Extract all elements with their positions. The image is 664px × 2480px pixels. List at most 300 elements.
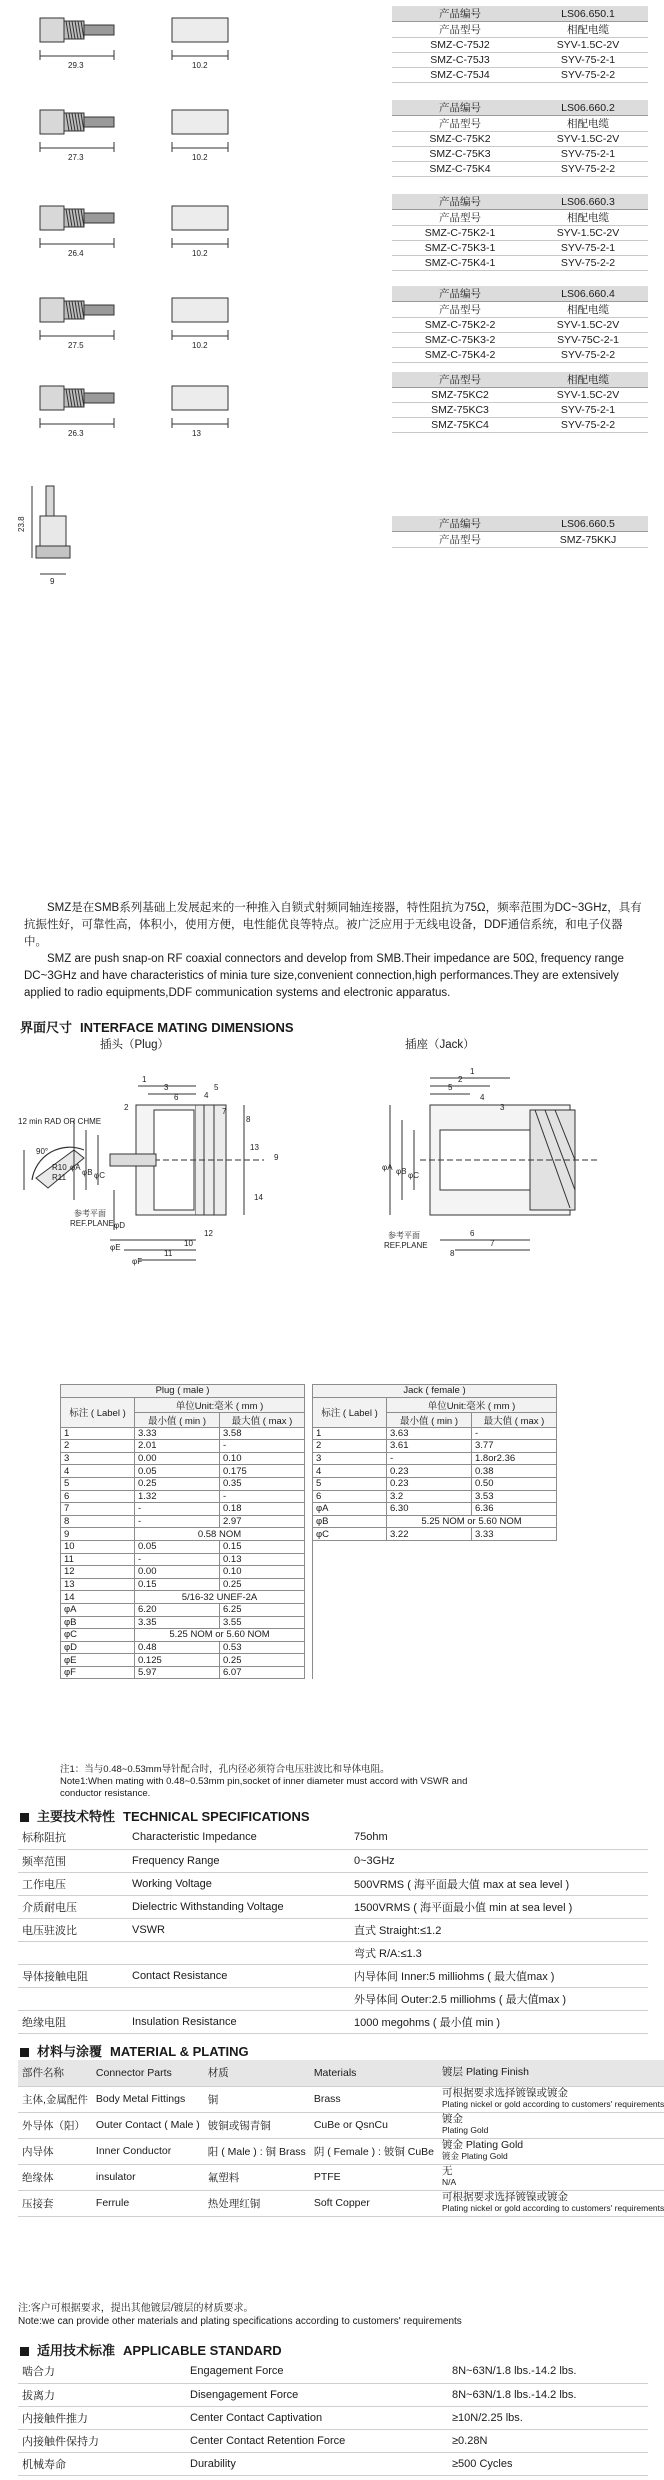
material-head: Materials: [310, 2060, 438, 2086]
label-head: 标注 ( Label ): [61, 1397, 135, 1427]
interface-dimension-table: [60, 1384, 557, 1679]
dims-max: 0.10: [220, 1452, 305, 1465]
product-model: SMZ-C-75K4: [392, 162, 528, 177]
spec-cell: ≥0.28N: [448, 2429, 648, 2452]
ferrule-drawing: [172, 110, 228, 134]
material-note-cn: 注:客户可根据要求，提出其他镀层/镀层的材质要求。: [18, 2303, 254, 2314]
plug-dimension-callout: 12: [204, 1229, 213, 1238]
matching-cable: LS06.660.2: [528, 100, 648, 116]
dims-label: 3: [313, 1452, 387, 1465]
dims-spacer: [305, 1654, 313, 1667]
spec-cell: 机械寿命: [18, 2452, 186, 2475]
product-model: 产品编号: [392, 286, 528, 302]
jack-drawing-note: 参考平面: [388, 1231, 420, 1240]
dims-spacer: [305, 1465, 313, 1478]
spec-cell: [128, 1941, 350, 1964]
connector-head: [40, 386, 64, 410]
dims-max: 6.07: [220, 1666, 305, 1679]
interface-heading: [20, 1017, 294, 1036]
dims-spacer: [305, 1578, 313, 1591]
product-spec-table: [392, 286, 648, 363]
plug-dimension-callout: φD: [114, 1221, 125, 1230]
plating: [438, 2138, 664, 2164]
dims-min: 0.125: [135, 1654, 220, 1667]
spec-row: [18, 1895, 648, 1918]
part-cn: 主体,金属配件: [18, 2086, 92, 2112]
plug-drawing-note: 12 min RAD OR CHME: [18, 1117, 102, 1126]
product-model: SMZ-C-75K3-2: [392, 333, 528, 348]
material-row: [18, 2190, 664, 2216]
matching-cable: SYV-75-2-2: [528, 68, 648, 83]
product-spec-table: [392, 6, 648, 83]
dims-label: φB: [313, 1515, 387, 1528]
material-row: [18, 2138, 664, 2164]
dims-empty: [313, 1629, 557, 1642]
connector-head: [40, 18, 64, 42]
width-dimension: 9: [50, 577, 55, 586]
matching-cable: 相配电缆: [528, 372, 648, 388]
spec-row: [18, 1872, 648, 1895]
dims-label: 12: [61, 1566, 135, 1579]
plug-dimension-callout: 14: [254, 1193, 263, 1202]
connector-head: [40, 110, 64, 134]
ferrule-drawing: [172, 298, 228, 322]
dims-spacer: [305, 1515, 313, 1528]
spec-row: [18, 2010, 648, 2033]
plug-dimension-callout: 6: [174, 1093, 179, 1102]
dims-spacer: [305, 1427, 313, 1440]
dims-row: [61, 1452, 557, 1465]
plating-en: Plating nickel or gold according to customers' requirements: [442, 2203, 664, 2213]
product-model: SMZ-C-75J3: [392, 53, 528, 68]
product-model: SMZ-C-75J2: [392, 38, 528, 53]
product-model: SMZ-75KC3: [392, 403, 528, 418]
dims-row: [61, 1566, 557, 1579]
dims-row: [61, 1591, 557, 1604]
dims-spacer: [305, 1616, 313, 1629]
ferrule-dimension: 10.2: [192, 153, 208, 162]
jack-body-drawing: [40, 516, 66, 546]
matching-cable: SYV-75-2-2: [528, 256, 648, 271]
min-head: 最小值 ( min ): [387, 1412, 472, 1427]
jack-dimension-callout: 6: [470, 1229, 475, 1238]
dims-row: [61, 1616, 557, 1629]
matching-cable: SYV-1.5C-2V: [528, 388, 648, 403]
spec-cell: Center Contact Captivation: [186, 2406, 448, 2429]
spec-row: [18, 1826, 648, 1849]
dims-label: φA: [61, 1603, 135, 1616]
dims-spacer: [305, 1412, 313, 1427]
tech-title-en: TECHNICAL SPECIFICATIONS: [123, 1809, 310, 1824]
dims-label: 4: [61, 1465, 135, 1478]
jack-dimension-callout: φC: [408, 1171, 419, 1180]
dims-min: 3.35: [135, 1616, 220, 1629]
product-spec-row: [392, 372, 648, 388]
dims-spacer: [305, 1603, 313, 1616]
flange-drawing: [36, 546, 70, 558]
spec-cell: ≥10N/2.25 lbs.: [448, 2406, 648, 2429]
spec-cell: Center Contact Retention Force: [186, 2429, 448, 2452]
product-model: SMZ-C-75J4: [392, 68, 528, 83]
dims-min: 5.97: [135, 1666, 220, 1679]
dims-row: [61, 1654, 557, 1667]
dims-max: 3.53: [472, 1490, 557, 1503]
matching-cable: 相配电缆: [528, 210, 648, 226]
product-spec-row: [392, 516, 648, 532]
dims-spacer: [305, 1477, 313, 1490]
spec-row: [18, 1987, 648, 2010]
plug-drawing-note: R10: [52, 1163, 67, 1172]
spec-cell: 电压驻波比: [18, 1918, 128, 1941]
dims-spacer: [305, 1503, 313, 1516]
spec-cell: Contact Resistance: [128, 1964, 350, 1987]
spec-cell: 标称阻抗: [18, 1826, 128, 1849]
plating-cn: 可根据要求选择镀镍或镀金: [442, 2191, 569, 2203]
plating-cn: 镀金 Plating Gold: [442, 2139, 524, 2151]
dims-min: 0.23: [387, 1477, 472, 1490]
product-spec-row: [392, 132, 648, 147]
plating-cn: 镀金: [442, 2113, 464, 2125]
cable-stub: [84, 305, 114, 315]
connector-drawing: [12, 368, 372, 488]
product-spec-row: [392, 403, 648, 418]
dims-min: 0.05: [135, 1540, 220, 1553]
jack-dimension-callout: 2: [458, 1075, 463, 1084]
dims-min: -: [135, 1553, 220, 1566]
product-spec-row: [392, 388, 648, 403]
dims-label: 9: [61, 1528, 135, 1541]
dims-row: [61, 1427, 557, 1440]
dims-note-en-1: Note1:When mating with 0.48~0.53mm pin,socket of inner diameter must accord with VSWR and: [60, 1776, 468, 1787]
product-spec-row: [392, 68, 648, 83]
part-cn: 内导体: [18, 2138, 92, 2164]
plug-dimension-callout: 1: [142, 1075, 147, 1084]
product-model: 产品型号: [392, 302, 528, 318]
connector-head: [40, 298, 64, 322]
dims-spacer: [305, 1591, 313, 1604]
jack-dimension-callout: φA: [382, 1163, 393, 1172]
dims-label: 13: [61, 1578, 135, 1591]
ferrule-dimension: 10.2: [192, 61, 208, 70]
dims-label: 3: [61, 1452, 135, 1465]
material-en: CuBe or QsnCu: [310, 2112, 438, 2138]
material-head: [438, 2060, 664, 2086]
standard-heading: [20, 2340, 282, 2359]
dims-empty: [313, 1540, 557, 1553]
material-head: Connector Parts: [92, 2060, 204, 2086]
material-head: 材质: [204, 2060, 310, 2086]
spec-cell: 介质耐电压: [18, 1895, 128, 1918]
tech-title-cn: 主要技术特性: [37, 1809, 116, 1824]
plating-head-en: Plating Finish: [465, 2066, 529, 2079]
spec-cell: 导体接触电阻: [18, 1964, 128, 1987]
plug-dimension-callout: 9: [274, 1153, 279, 1162]
spec-cell: Engagement Force: [186, 2360, 448, 2383]
material-title-cn: 材料与涂覆: [37, 2044, 103, 2059]
jack-dimension-callout: 1: [470, 1067, 475, 1076]
product-spec-row: [392, 210, 648, 226]
product-model: SMZ-C-75K3-1: [392, 241, 528, 256]
dims-label: 7: [61, 1503, 135, 1516]
spec-cell: [18, 1941, 128, 1964]
dims-spacer: [305, 1452, 313, 1465]
product-spec-row: [392, 100, 648, 116]
matching-cable: SYV-75-2-2: [528, 162, 648, 177]
spec-cell: Durability: [186, 2452, 448, 2475]
plating-head-cn: 镀层: [442, 2066, 464, 2079]
plug-label: 插头（Plug）: [100, 1039, 170, 1051]
dims-row: [61, 1578, 557, 1591]
jack-dimension-callout: 7: [490, 1239, 495, 1248]
dims-label: 14: [61, 1591, 135, 1604]
spec-cell: 工作电压: [18, 1872, 128, 1895]
plating-en: N/A: [442, 2177, 457, 2187]
ferrule-drawing: [172, 386, 228, 410]
spec-cell: 啮合力: [18, 2360, 186, 2383]
dims-row: [61, 1629, 557, 1642]
dims-empty: [313, 1603, 557, 1616]
dims-max: 3.58: [220, 1427, 305, 1440]
product-spec-row: [392, 256, 648, 271]
cable-stub: [84, 393, 114, 403]
matching-cable: SMZ-75KKJ: [528, 532, 648, 548]
product-spec-row: [392, 348, 648, 363]
dims-value: 5/16-32 UNEF-2A: [135, 1591, 305, 1604]
product-model: 产品型号: [392, 372, 528, 388]
plating: [438, 2164, 664, 2190]
matching-cable: SYV-75C-2-1: [528, 333, 648, 348]
dims-min: 0.25: [135, 1477, 220, 1490]
dims-row: [61, 1515, 557, 1528]
dims-empty: [313, 1616, 557, 1629]
dims-empty: [313, 1666, 557, 1679]
product-spec-row: [392, 53, 648, 68]
jack-dimension-callout: φB: [396, 1167, 407, 1176]
spec-row: [18, 2452, 648, 2475]
part-en: insulator: [92, 2164, 204, 2190]
dims-max: -: [220, 1490, 305, 1503]
dims-row: [61, 1553, 557, 1566]
dims-min: 6.30: [387, 1503, 472, 1516]
product-model: SMZ-C-75K2-2: [392, 318, 528, 333]
plug-dimension-callout: 10: [184, 1239, 193, 1248]
dims-empty: [313, 1578, 557, 1591]
part-en: Body Metal Fittings: [92, 2086, 204, 2112]
ferrule-dimension: 13: [192, 429, 201, 438]
spec-cell: 75ohm: [350, 1826, 648, 1849]
dims-min: 2.01: [135, 1440, 220, 1453]
material-cn: 热处理红铜: [204, 2190, 310, 2216]
dims-max: 0.15: [220, 1540, 305, 1553]
spec-cell: Frequency Range: [128, 1849, 350, 1872]
jack-dimension-callout: 4: [480, 1093, 485, 1102]
plug-drawing-note: R11: [52, 1173, 67, 1182]
dims-row: [61, 1490, 557, 1503]
intro-en: SMZ are push snap-on RF coaxial connectors and develop from SMB.Their impedance are 50Ω, frequency range DC~3GHz and have characteristics of minia ture size,convenient connection,high performances.They are extensively applied to radio equipments,DDF communication systems and electronic apparatus.: [24, 953, 624, 999]
plug-dimension-callout: 2: [124, 1103, 129, 1112]
dims-min: 0.15: [135, 1578, 220, 1591]
plug-drawing-note: 90°: [36, 1147, 49, 1156]
dims-notes: [60, 1764, 620, 1800]
product-row: [0, 368, 664, 458]
dims-spacer: [305, 1440, 313, 1453]
part-cn: 外导体（阳）: [18, 2112, 92, 2138]
dims-min: -: [135, 1515, 220, 1528]
dims-min: 3.2: [387, 1490, 472, 1503]
plug-dimension-callout: 8: [246, 1115, 251, 1124]
cable-stub: [84, 25, 114, 35]
plug-dimension-callout: 3: [164, 1083, 169, 1092]
spec-cell: 内接触件保持力: [18, 2429, 186, 2452]
dims-label: φA: [313, 1503, 387, 1516]
product-spec-row: [392, 418, 648, 433]
dims-min: -: [387, 1452, 472, 1465]
material-heading: [20, 2041, 249, 2060]
matching-cable: SYV-1.5C-2V: [528, 318, 648, 333]
product-spec-row: [392, 286, 648, 302]
spec-cell: Dielectric Withstanding Voltage: [128, 1895, 350, 1918]
product-row: [0, 280, 664, 370]
plating: [438, 2190, 664, 2216]
dims-label: 2: [313, 1440, 387, 1453]
dims-empty: [313, 1566, 557, 1579]
product-spec-row: [392, 532, 648, 548]
plug-drawing-note: 参考平面: [74, 1209, 106, 1218]
dims-label: 8: [61, 1515, 135, 1528]
spec-row: [18, 2360, 648, 2383]
unit-head: 单位Unit:毫米 ( mm ): [387, 1397, 557, 1412]
spec-row: [18, 1918, 648, 1941]
bullet-square-icon: [20, 1813, 29, 1822]
material-note-en: Note:we can provide other materials and plating specifications according to customers' requirements: [18, 2316, 462, 2327]
product-spec-row: [392, 6, 648, 22]
cable-stub: [84, 213, 114, 223]
dims-row: [61, 1603, 557, 1616]
spec-cell: 内导体间 Inner:5 milliohms ( 最大值max ): [350, 1964, 648, 1987]
matching-cable: LS06.660.5: [528, 516, 648, 532]
dims-max: 0.35: [220, 1477, 305, 1490]
dims-spacer: [305, 1566, 313, 1579]
dims-row: [61, 1440, 557, 1453]
part-en: Ferrule: [92, 2190, 204, 2216]
plug-drawing-note: REF.PLANE: [70, 1219, 114, 1228]
dims-header-row: [61, 1385, 557, 1398]
product-model: SMZ-C-75K4-2: [392, 348, 528, 363]
dims-label: φD: [61, 1641, 135, 1654]
spec-cell: [128, 1987, 350, 2010]
matching-cable: SYV-75-2-2: [528, 348, 648, 363]
plug-dimension-callout: 5: [214, 1083, 219, 1092]
dims-max: -: [472, 1427, 557, 1440]
dims-max: 0.25: [220, 1654, 305, 1667]
matching-cable: SYV-75-2-1: [528, 147, 648, 162]
dims-label: 6: [61, 1490, 135, 1503]
part-cn: 绝缘体: [18, 2164, 92, 2190]
spec-cell: 弯式 R/A:≤1.3: [350, 1941, 648, 1964]
spec-cell: 500VRMS ( 海平面最大值 max at sea level ): [350, 1872, 648, 1895]
dims-min: 1.32: [135, 1490, 220, 1503]
ferrule-dimension: 10.2: [192, 341, 208, 350]
matching-cable: 相配电缆: [528, 302, 648, 318]
dims-min: 3.61: [387, 1440, 472, 1453]
jack-dimension-callout: 5: [448, 1083, 453, 1092]
interface-title-en: INTERFACE MATING DIMENSIONS: [80, 1020, 294, 1035]
dims-empty: [313, 1654, 557, 1667]
plating-cn: 可根据要求选择镀镍或镀金: [442, 2087, 569, 2099]
dims-min: 3.22: [387, 1528, 472, 1541]
spec-row: [18, 2429, 648, 2452]
product-spec-row: [392, 241, 648, 256]
product-spec-row: [392, 302, 648, 318]
ferrule-drawing: [172, 206, 228, 230]
material-title-en: MATERIAL & PLATING: [110, 2044, 249, 2059]
material-header-row: [18, 2060, 664, 2086]
material-row: [18, 2112, 664, 2138]
dims-note-en-2: conductor resistance.: [60, 1788, 151, 1799]
min-head: 最小值 ( min ): [135, 1412, 220, 1427]
dims-max: 3.55: [220, 1616, 305, 1629]
max-head: 最大值 ( max ): [472, 1412, 557, 1427]
plug-interface-drawing: [14, 1050, 314, 1280]
product-row: [0, 188, 664, 278]
bullet-square-icon: [20, 2048, 29, 2057]
spec-cell: VSWR: [128, 1918, 350, 1941]
length-dimension: 29.3: [68, 61, 84, 70]
dims-max: 0.53: [220, 1641, 305, 1654]
plating: [438, 2086, 664, 2112]
material-row: [18, 2164, 664, 2190]
max-head: 最大值 ( max ): [220, 1412, 305, 1427]
length-dimension: 27.3: [68, 153, 84, 162]
product-model: SMZ-C-75K3: [392, 147, 528, 162]
spec-cell: Characteristic Impedance: [128, 1826, 350, 1849]
unit-head: 单位Unit:毫米 ( mm ): [135, 1397, 305, 1412]
product-model: 产品编号: [392, 100, 528, 116]
spec-cell: Disengagement Force: [186, 2383, 448, 2406]
product-spec-row: [392, 116, 648, 132]
material-table: [18, 2060, 664, 2217]
product-row: [0, 92, 664, 182]
matching-cable: SYV-1.5C-2V: [528, 226, 648, 241]
dims-label: 10: [61, 1540, 135, 1553]
spec-row: [18, 1941, 648, 1964]
spec-row: [18, 2383, 648, 2406]
matching-cable: 相配电缆: [528, 22, 648, 38]
dims-row: [61, 1503, 557, 1516]
product-model: SMZ-C-75K2-1: [392, 226, 528, 241]
product-model: SMZ-75KC4: [392, 418, 528, 433]
dims-label: φB: [61, 1616, 135, 1629]
product-spec-row: [392, 194, 648, 210]
dims-min: 6.20: [135, 1603, 220, 1616]
product-model: SMZ-C-75K2: [392, 132, 528, 147]
dims-spacer: [305, 1540, 313, 1553]
product-model: SMZ-75KC2: [392, 388, 528, 403]
dims-label: 2: [61, 1440, 135, 1453]
product-spec-row: [392, 226, 648, 241]
connector-head: [40, 206, 64, 230]
jack-header: Jack ( female ): [313, 1385, 557, 1398]
spec-cell: 绝缘电阻: [18, 2010, 128, 2033]
spec-cell: Insulation Resistance: [128, 2010, 350, 2033]
matching-cable: SYV-75-2-1: [528, 53, 648, 68]
jack-drawing-note: REF.PLANE: [384, 1241, 428, 1250]
dims-label: φF: [61, 1666, 135, 1679]
product-spec-table: [392, 372, 648, 433]
matching-cable: LS06.660.4: [528, 286, 648, 302]
spec-cell: 8N~63N/1.8 lbs.-14.2 lbs.: [448, 2360, 648, 2383]
material-cn: 铍铜或锡青铜: [204, 2112, 310, 2138]
